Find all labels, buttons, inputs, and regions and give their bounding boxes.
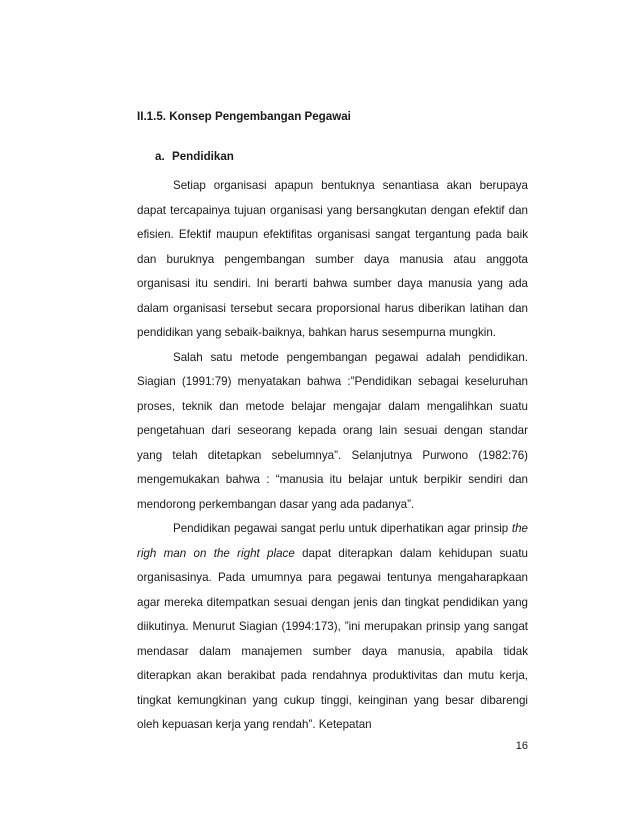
subsection-title: Pendidikan bbox=[172, 150, 234, 163]
body-text bbox=[137, 174, 528, 738]
paragraph-3 bbox=[137, 517, 528, 738]
page-number: 16 bbox=[515, 740, 528, 752]
paragraph-1: Setiap organisasi apapun bentuknya senantiasa akan berupaya dapat tercapainya tujuan organisasi yang bersangkutan dengan efektif dan efisien. Efektif maupun efektifitas organisasi sangat tergantung pada baik dan buruknya pengembangan sumber daya manusia atau anggota organisasi itu sendiri. Ini berarti bahwa sumber daya manusia yang ada dalam organisasi tersebut secara proporsional harus diberikan latihan dan pendidikan yang sebaik-baiknya, bahkan harus sesempurna mungkin. bbox=[137, 179, 528, 339]
paragraph-2: Salah satu metode pengembangan pegawai adalah pendidikan. Siagian (1991:79) menyatakan bahwa :”Pendidikan sebagai keseluruhan proses, teknik dan metode belajar mengajar dalam mengalihkan suatu pengetahuan dari seseorang kepada orang lain sesuai dengan standar yang telah ditetapkan sebelumnya”. Selanjutnya Purwono (1982:76) mengemukakan bahwa : “manusia itu belajar untuk berpikir sendiri dan mendorong perkembangan dasar yang ada padanya”. bbox=[137, 350, 528, 511]
paragraph-3-text-b: dapat diterapkan dalam kehidupan suatu organisasinya. Pada umumnya para pegawai tentunya mengaharapkaan agar mereka ditempatkan sesuai dengan jenis dan tingkat pendidikan yang diikutinya. Menurut Siagian (1994:173), ”ini merupakan prinsip yang sangat mendasar dalam manajemen sumber daya manusia, apabila tidak diterapkan akan berakibat pada rendahnya produktivitas dan mutu kerja, tingkat kemungkinan yang cukup tinggi, keinginan yang besar dibarengi oleh kepuasan kerja yang rendah”. Ketepatan bbox=[137, 546, 528, 731]
subsection-heading bbox=[155, 150, 234, 163]
paragraph-3-italic-phrase: the righ man on the right place bbox=[137, 522, 528, 560]
paragraph-3-text-a: Pendidikan pegawai sangat perlu untuk diperhatikan agar prinsip bbox=[173, 522, 512, 535]
section-heading: II.1.5. Konsep Pengembangan Pegawai bbox=[137, 110, 351, 123]
subsection-marker: a. bbox=[155, 150, 165, 163]
